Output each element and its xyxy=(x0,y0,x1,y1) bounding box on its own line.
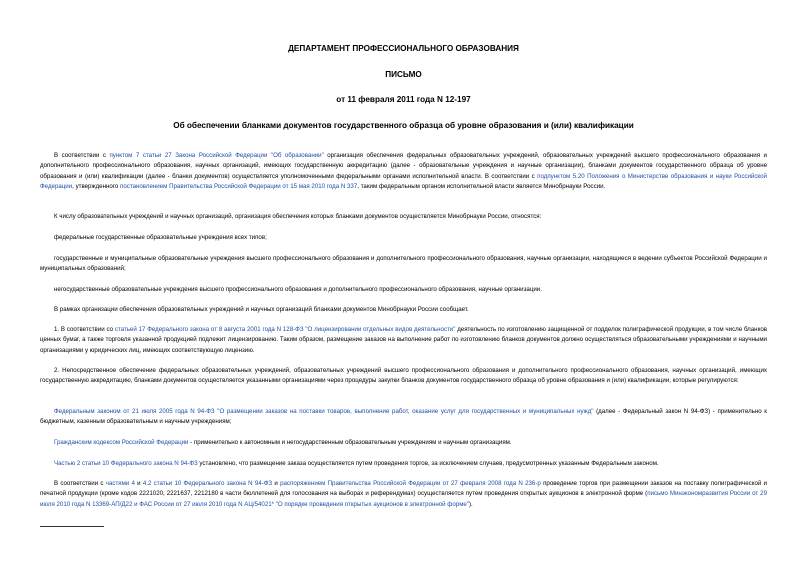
paragraph-2: К числу образовательных учреждений и научных организаций, организация обеспечения которых бланками документов осуществляется Минобрнауки России, относятся: xyxy=(54,213,542,220)
text: установлено, что размещение заказа осуществляется путем проведения торгов, за исключением случаев, предусмотренных указанным Федеральным законом. xyxy=(197,460,659,467)
text: - применительно к автономным и негосударственным образовательным учреждениям и научным организациям. xyxy=(188,439,512,446)
text: В соответствии с xyxy=(54,152,110,159)
link-ministry-letter-auctions[interactable]: письмо Минэкономразвития России от 29 июля 2010 года N 13369-АП/Д22 и ФАС России от 27 июля 2010 года N АЦ/54021* "О порядке проведения открытых аукционов в электронной форме" xyxy=(40,490,767,508)
paragraph-3: федеральные государственные образовательные учреждения всех типов; xyxy=(54,234,267,241)
text: 1. В соответствии со xyxy=(54,326,115,333)
paragraph-10 xyxy=(40,438,767,448)
text: проведение торгов при размещении заказов на поставку полиграфической и печатной продукции (кроме кодов 2221020, 2221637, 2212180 в части бюллетеней для голосования на выборах и референдумах) осуществляется путем проведения открытых аукционов в электронной форме ( xyxy=(40,480,767,498)
text: В соответствии с xyxy=(54,480,106,487)
paragraph-9 xyxy=(40,407,767,428)
paragraph-7 xyxy=(40,325,767,356)
footnote-separator xyxy=(40,526,104,527)
link-parts-4[interactable]: частями 4 xyxy=(105,480,135,487)
link-civil-code[interactable]: Гражданским кодексом Российской Федерации xyxy=(54,439,189,446)
link-law-education[interactable]: пунктом 7 статьи 27 Закона Российской Федерации "Об образовании" xyxy=(109,152,324,159)
paragraph-11 xyxy=(40,459,767,469)
paragraph-1 xyxy=(40,151,767,193)
text: , таким федеральным органом исполнительной власти является Минобрнауки России. xyxy=(357,183,606,191)
text: ). xyxy=(469,500,473,508)
paragraph-8: 2. Непосредственное обеспечение федеральных образовательных учреждений, образовательных учреждений высшего профессионального образования и дополнительного профессионального образования, научных организаций, имеющих государственную аккредитацию, бланками документов осуществляется указанными организациями через процедуры закупки бланков документов государственного образца об уровне образования и (или) квалификации, которые регулируются: xyxy=(40,367,767,385)
department-heading: ДЕПАРТАМЕНТ ПРОФЕССИОНАЛЬНОГО ОБРАЗОВАНИЯ xyxy=(288,44,519,53)
link-government-decree-337[interactable]: постановлением Правительства Российской Федерации от 15 мая 2010 года N 337 xyxy=(120,183,358,191)
link-ministry-regulation[interactable]: подпунктом 5.20 Положения о Министерстве образования и науки Российской Федерации xyxy=(40,172,767,191)
doc-type-heading: ПИСЬМО xyxy=(385,70,422,79)
text: и xyxy=(134,480,143,487)
subject-heading: Об обеспечении бланками документов государственного образца об уровне образования и (или) квалификации xyxy=(173,121,634,130)
text: организация обеспечения федеральных образовательных учреждений, образовательных учреждений высшего профессионального образования и дополнительного профессионального образования, научных организаций, имеющих государственную аккредитацию (далее - образовательные учреждения и научные организации), бланками документов государственного образца об уровне образования и (или) квалификации (далее - бланки документов) осуществляется уполномоченными федеральными органами исполнительной власти. В соответствии с xyxy=(40,152,767,180)
text: , утвержденного xyxy=(72,183,121,191)
paragraph-5: негосударственные образовательные учреждения высшего профессионального образования и дополнительного профессионального образования, научные организации. xyxy=(54,286,542,293)
link-government-order-236[interactable]: распоряжением Правительства Российской Федерации от 27 февраля 2008 года N 236-р xyxy=(280,480,541,487)
paragraph-4: государственные и муниципальные образовательные учреждения высшего профессионального образования и дополнительного профессионального образования, научные организации, находящиеся в ведении субъектов Российской Федерации и муниципальных образований; xyxy=(40,255,767,273)
link-article-10-part-2[interactable]: Частью 2 статьи 10 Федерального закона N 94-ФЗ xyxy=(54,460,198,467)
paragraph-12 xyxy=(40,479,767,510)
link-article-10-part-4-2[interactable]: 4.2 статьи 10 Федерального закона N 94-ФЗ xyxy=(142,480,273,487)
text: и xyxy=(272,480,281,487)
text: деятельность по изготовлению защищенной от подделок полиграфической продукции, в том числе бланков ценных бумаг, а также торговля указанной продукцией подлежит лицензированию. Таким образом, размещение заказов на выполнение работ по изготовлению бланков документов должно осуществляться образовательными учреждениями и научными организациями у юридических лиц, имеющих соответствующую лицензию. xyxy=(40,326,768,354)
link-federal-law-94[interactable]: Федеральным законом от 21 июля 2005 года N 94-ФЗ "О размещении заказов на поставки товаров, выполнение работ, оказание услуг для государственных и муниципальных нужд" xyxy=(54,408,594,415)
text: (далее - Федеральный закон N 94-ФЗ) - применительно к бюджетным, казенным образовательным и научным учреждениям; xyxy=(40,408,767,426)
date-number-heading: от 11 февраля 2011 года N 12-197 xyxy=(336,95,471,104)
link-federal-law-128[interactable]: статьей 17 Федерального закона от 8 августа 2001 года N 128-ФЗ "О лицензировании отдельных видов деятельности" xyxy=(114,326,456,333)
paragraph-6: В рамках организации обеспечения образовательных учреждений и научных организаций бланками документов Минобрнауки России сообщает. xyxy=(54,306,469,313)
